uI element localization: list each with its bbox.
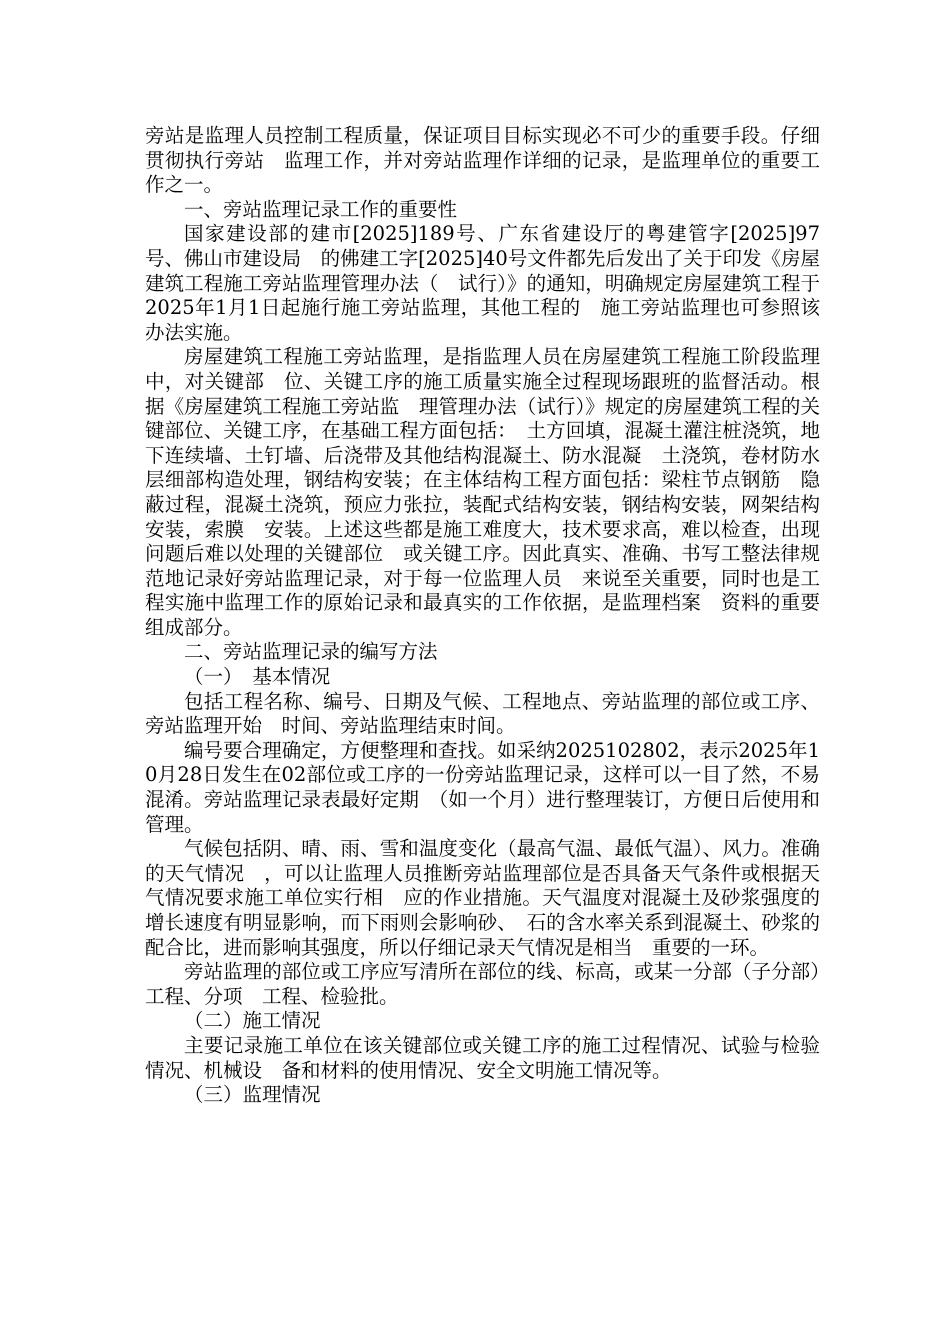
subsection-heading-supervision: （三）监理情况: [184, 1083, 321, 1107]
paragraph-key-positions: 房屋建筑工程施工旁站监理，是指监理人员在房屋建筑工程施工阶段监理中，对关键部 位、关键工序的施工质量实施全过程现场跟班的监督活动。根据《房屋建筑工程施工旁站监 理管理办法（试行）》规定的房屋建筑工程的关键部位、关键工序，在基础工程方面包括： 土方回填，混凝土灌注桩浇筑，地下连续墙、土钉墙、后浇带及其他结构混凝土、防水混凝 土浇筑，卷材防水层细部构造处理，钢结构安装；在主体结构工程方面包括：梁柱节点钢筋 隐蔽过程，混凝土浇筑，预应力张拉，装配式结构安装，钢结构安装，网架结构安装，索膜 安装。上述这些都是施工难度大，技术要求高，难以检查，出现问题后难以处理的关键部位 或关键工序。因此真实、准确、书写工整法律规范地记录好旁站监理记录，对于每一位监理人员 来说至关重要，同时也是工程实施中监理工作的原始记录和最真实的工作依据，是监理档案 资料的重要组成部分。: [145, 345, 820, 639]
paragraph-position: 旁站监理的部位或工序应写清所在部位的线、标高，或某一分部（子分部）工程、分项 工程、检验批。: [145, 960, 820, 1008]
paragraph-construction: 主要记录施工单位在该关键部位或关键工序的施工过程情况、试验与检验情况、机械设 备和材料的使用情况、安全文明施工情况等。: [145, 1033, 820, 1082]
document-page: [145, 124, 820, 1108]
paragraph-numbering: 编号要合理确定，方便整理和查找。如采纳2025102802，表示2025年10月28日发生在02部位或工序的一份旁站监理记录，这样可以一目了然，不易混淆。旁站监理记录表最好定期 （如一个月）进行整理装订，方便日后使用和管理。: [145, 738, 820, 836]
paragraph-basic-info: 包括工程名称、编号、日期及气候、工程地点、旁站监理的部位或工序、旁站监理开始 时间、旁站监理结束时间。: [145, 689, 820, 738]
paragraph-weather: 气候包括阴、晴、雨、雪和温度变化（最高气温、最低气温）、风力。准确的天气情况 ，可以让监理人员推断旁站监理部位是否具备天气条件或根据天气情况要求施工单位实行相 应的作业措施。天气温度对混凝土及砂浆强度的增长速度有明显影响，而下雨则会影响砂、 石的含水率关系到混凝土、砂浆的配合比，进而影响其强度，所以仔细记录天气情况是相当 重要的一环。: [145, 837, 820, 959]
section-heading-importance: 一、旁站监理记录工作的重要性: [184, 197, 458, 221]
section-heading-writing-method: 二、旁站监理记录的编写方法: [184, 640, 438, 664]
paragraph-regulations: 国家建设部的建市[2025]189号、广东省建设厅的粤建管字[2025]97号、佛山市建设局 的佛建工字[2025]40号文件都先后发出了关于印发《房屋建筑工程施工旁站监理管理办法（ 试行）》的通知，明确规定房屋建筑工程于2025年1月1日起施行施工旁站监理，其他工程的 施工旁站监理也可参照该办法实施。: [145, 222, 820, 344]
subsection-heading-basic-info: （一） 基本情况: [184, 665, 331, 689]
subsection-heading-construction: （二）施工情况: [184, 1009, 321, 1033]
intro-paragraph: 旁站是监理人员控制工程质量，保证项目目标实现必不可少的重要手段。仔细贯彻执行旁站 监理工作，并对旁站监理作详细的记录，是监理单位的重要工作之一。: [145, 124, 820, 197]
